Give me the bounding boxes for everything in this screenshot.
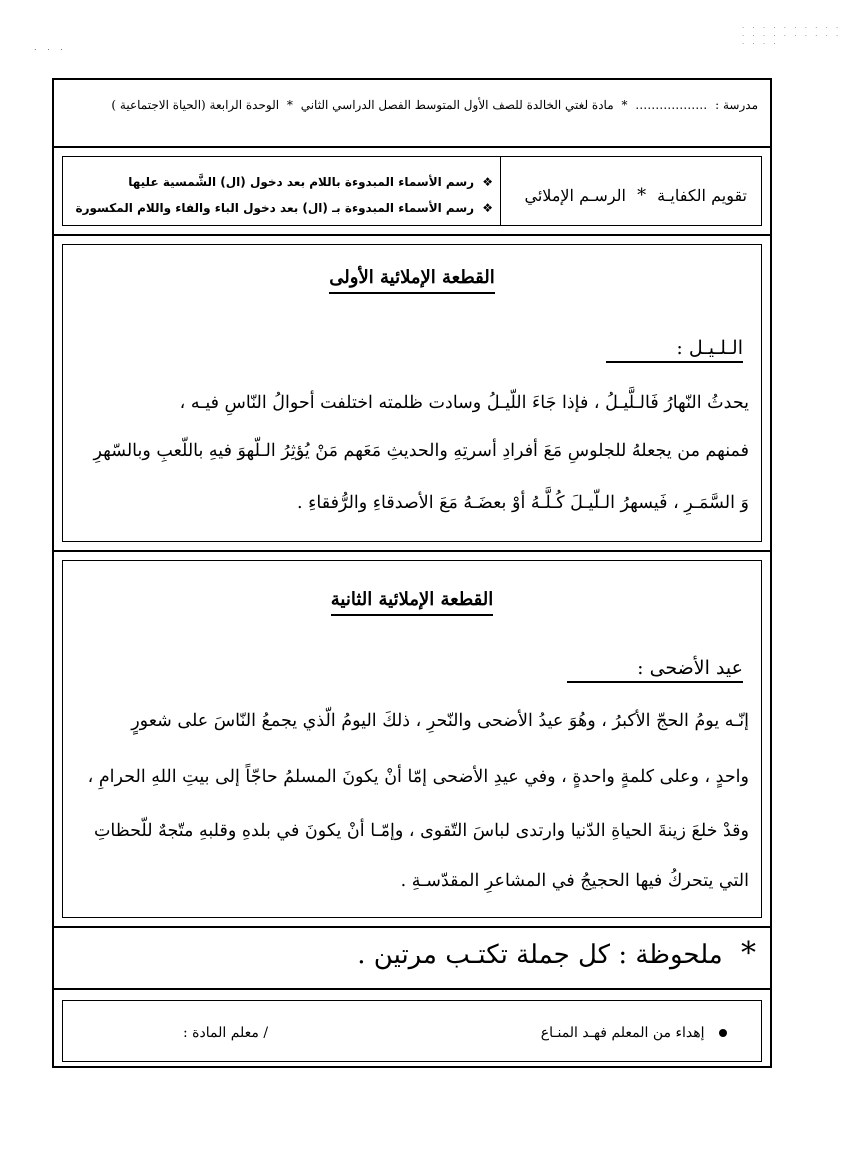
- star-icon: *: [741, 936, 756, 971]
- course-title: مادة لغتي الخالدة للصف الأول المتوسط الفصل الدراسي الثاني: [300, 98, 614, 112]
- passage-line: وَ السَّمَـرِ ، فَيسهرُ الـلّيـلَ كُـلَّـهُ أوْ بعضَـهُ مَعَ الأصدقاءِ والرُّفقاءِ .: [297, 493, 749, 513]
- objective-item: [73, 195, 493, 221]
- objective-text: رسم الأسماء المبدوءة باللام بعد دخول (ال) الشَّمسية عليها: [128, 175, 475, 189]
- diamond-bullet-icon: ❖: [482, 175, 493, 189]
- competency-title-part2: الرسـم الإملائي: [524, 186, 626, 205]
- passage-one-section: [54, 236, 770, 552]
- worksheet-header: [54, 80, 770, 148]
- star-icon: *: [637, 185, 647, 206]
- passage-one-box: [62, 244, 762, 542]
- star-icon: *: [621, 98, 628, 112]
- competency-section: [54, 148, 770, 236]
- competency-box: [62, 156, 762, 226]
- passage-two-box: [62, 560, 762, 918]
- header-line: [66, 98, 758, 112]
- column-divider: [500, 157, 501, 225]
- passage-line: فمنهم من يجعلهُ للجلوسِ مَعَ أفرادِ أسرتِهِ والحديثِ مَعَهم مَنْ يُؤثِرُ الـلّهوَ فيهِ باللّعبِ وبالسّهرِ: [93, 441, 749, 461]
- passage-two-heading: القطعة الإملائية الثانية: [63, 589, 761, 610]
- competency-title: [525, 185, 747, 206]
- note-section: [54, 928, 770, 990]
- scan-specks: . . . . . . . . . . . . . . . . . . . . . . . .: [742, 22, 842, 46]
- passage-line: يحدثُ النّهارُ فَالـلَّيـلُ ، فإذا جَاءَ اللّيـلُ وسادت ظلمته اختلفت أحوالُ النّاسِ فيـه ،: [179, 393, 749, 413]
- passage-line: واحدٍ ، وعلى كلمةٍ واحدةٍ ، وفي عيدِ الأضحى إمّا أنْ يكونَ المسلمُ حاجّاً إلى بيتِ اللهِ الحرامِ ،: [87, 767, 749, 787]
- footer-box: [62, 1000, 762, 1062]
- competency-title-part1: تقويم الكفايـة: [657, 186, 747, 205]
- objective-item: [73, 169, 493, 195]
- footer-section: [54, 990, 770, 1066]
- objective-text: رسم الأسماء المبدوءة بـ (ال) بعد دخول الباء والفاء واللام المكسورة: [75, 201, 475, 215]
- note-body: ملحوظة : كل جملة تكتـب مرتين .: [357, 940, 723, 970]
- school-label: مدرسة :: [715, 98, 758, 112]
- dedication-line: [541, 1025, 727, 1041]
- passage-one-subtitle: الـلـيـل :: [606, 337, 743, 363]
- diamond-bullet-icon: ❖: [482, 201, 493, 215]
- note-text: [357, 936, 756, 971]
- objectives-list: [73, 169, 493, 221]
- passage-one-heading: القطعة الإملائية الأولى: [63, 267, 761, 288]
- unit-title: الوحدة الرابعة (الحياة الاجتماعية ): [111, 98, 280, 112]
- passage-two-section: [54, 552, 770, 928]
- star-icon: *: [286, 98, 293, 112]
- worksheet-frame: [52, 78, 772, 1068]
- passage-line: وقدْ خلعَ زينةَ الحياةِ الدّنيا وارتدى لباسَ التّقوى ، وإمّـا أنْ يكونَ في بلدهِ وقلبهِ متّجهٌ للّحظاتِ: [93, 821, 749, 841]
- passage-two-subtitle: عيد الأضحى :: [567, 657, 743, 683]
- teacher-label: / معلم المادة :: [183, 1025, 269, 1041]
- scan-specks: . . .: [34, 43, 67, 52]
- bullet-dot-icon: [719, 1029, 727, 1037]
- passage-line: إنّـه يومُ الحجّ الأكبرُ ، وهُوَ عيدُ الأضحى والنّحرِ ، ذلكَ اليومُ الّذي يجمعُ النّاسَ على شعورٍ: [131, 711, 749, 731]
- school-dots: ………………: [635, 98, 708, 112]
- dedication-text: إهداء من المعلم فهـد المنـاع: [540, 1025, 705, 1041]
- passage-line: التي يتحركُ فيها الحجيجُ في المشاعرِ المقدّسـةِ .: [400, 871, 749, 891]
